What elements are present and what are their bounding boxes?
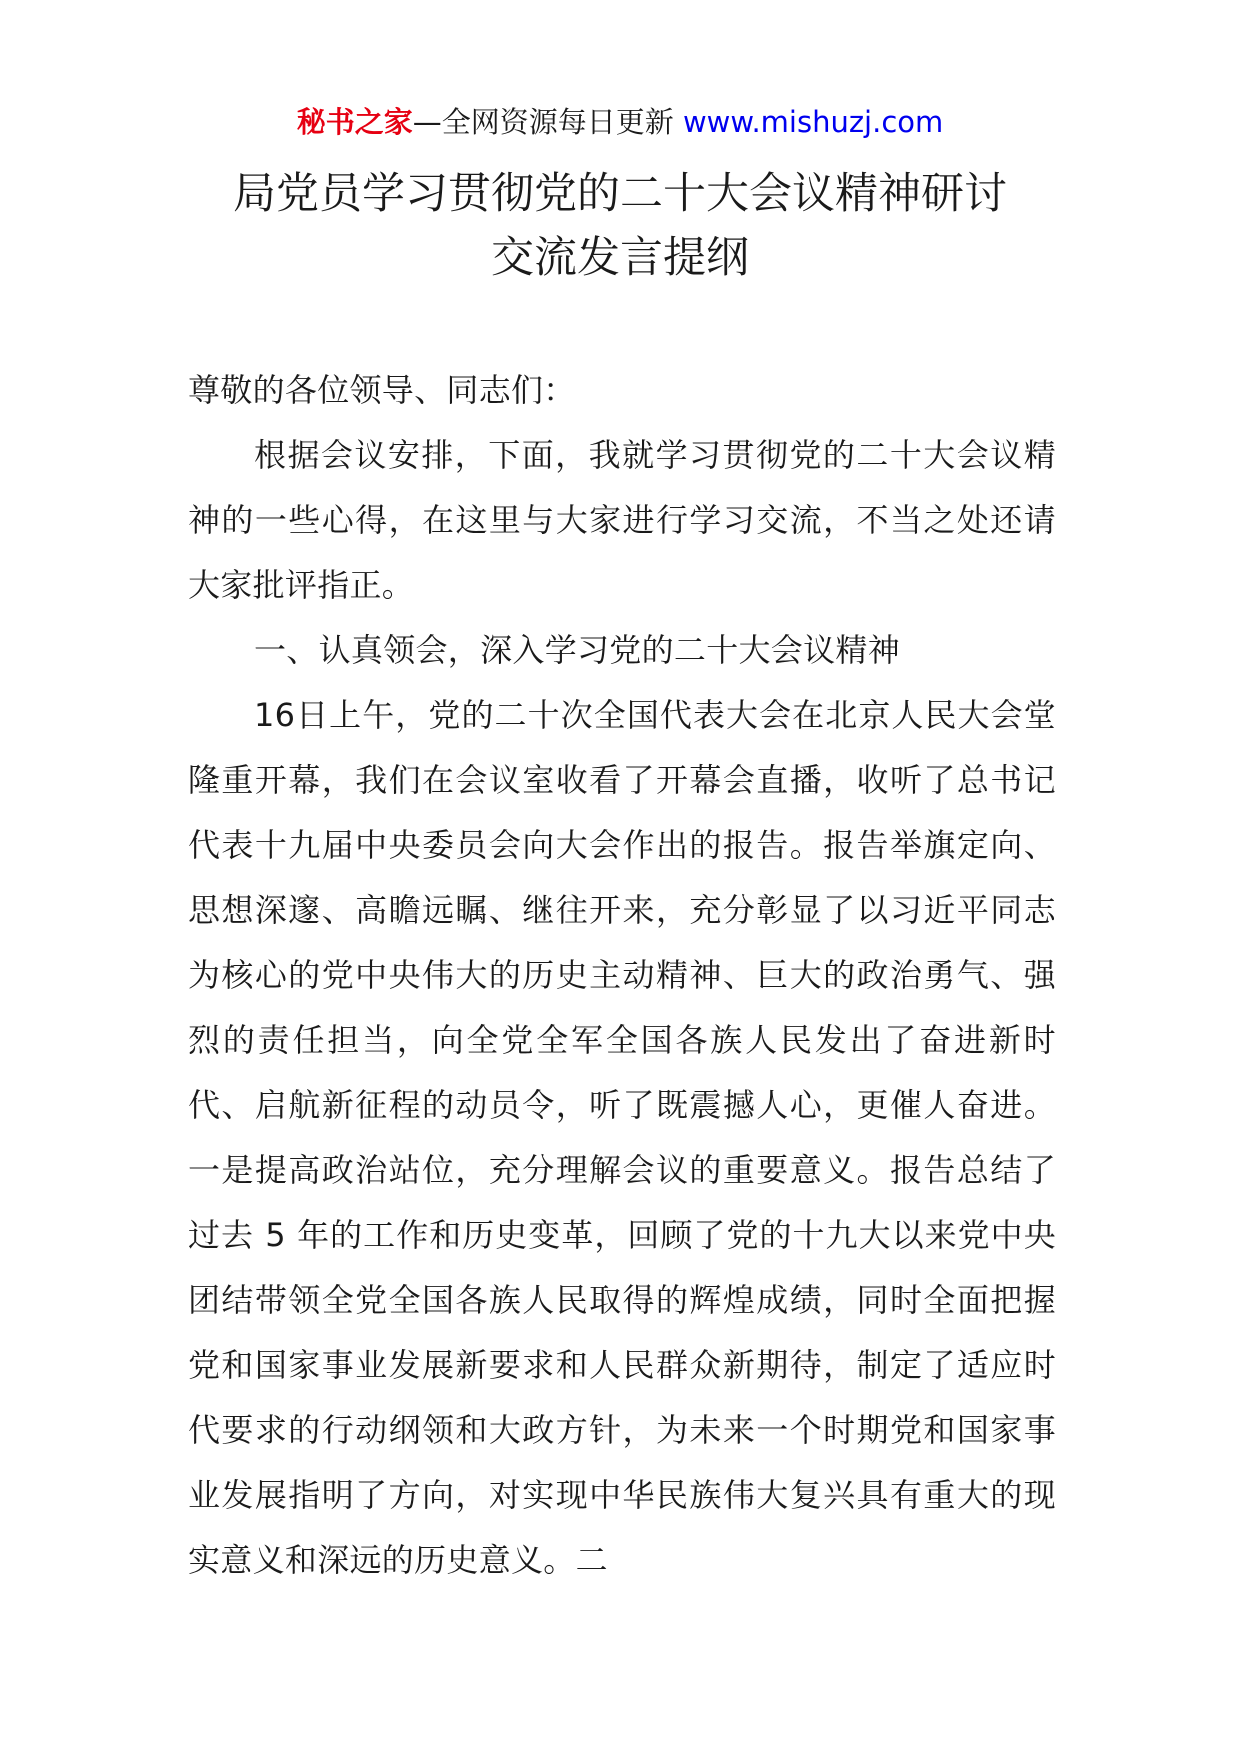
title-line-2: 交流发言提纲 bbox=[491, 233, 749, 283]
title-line-1: 局党员学习贯彻党的二十大会议精神研讨 bbox=[233, 169, 1007, 219]
paragraph-body: 16日上午，党的二十次全国代表大会在北京人民大会堂隆重开幕，我们在会议室收看了开幕会直播，收听了总书记代表十九届中央委员会向大会作出的报告。报告举旗定向、思想深邃、高瞻远瞩、继往开来，充分彰显了以习近平同志为核心的党中央伟大的历史主动精神、巨大的政治勇气、强烈的责任担当，向全党全军全国各族人民发出了奋进新时代、启航新征程的动员令，听了既震撼人心，更催人奋进。一是提高政治站位，充分理解会议的重要意义。报告总结了过去 5 年的工作和历史变革，回顾了党的十九大以来党中央团结带领全党全国各族人民取得的辉煌成绩，同时全面把握党和国家事业发展新要求和人民群众新期待，制定了适应时代要求的行动纲领和大政方针，为未来一个时期党和国家事业发展指明了方向，对实现中华民族伟大复兴具有重大的现实意义和深远的历史意义。二 bbox=[188, 696, 1056, 1579]
section-heading-1: 一、认真领会，深入学习党的二十大会议精神 bbox=[254, 631, 901, 669]
header-tagline: —全网资源每日更新 bbox=[412, 105, 674, 139]
brand-name: 秘书之家 bbox=[296, 105, 413, 139]
paragraph-intro: 根据会议安排，下面，我就学习贯彻党的二十大会议精神的一些心得，在这里与大家进行学习交流，不当之处还请大家批评指正。 bbox=[188, 436, 1056, 604]
document-body bbox=[188, 358, 1056, 1593]
source-header bbox=[0, 100, 1240, 144]
document-title bbox=[150, 162, 1090, 290]
salutation: 尊敬的各位领导、同志们： bbox=[188, 371, 576, 409]
website-link[interactable]: www.mishuzj.com bbox=[682, 105, 944, 139]
